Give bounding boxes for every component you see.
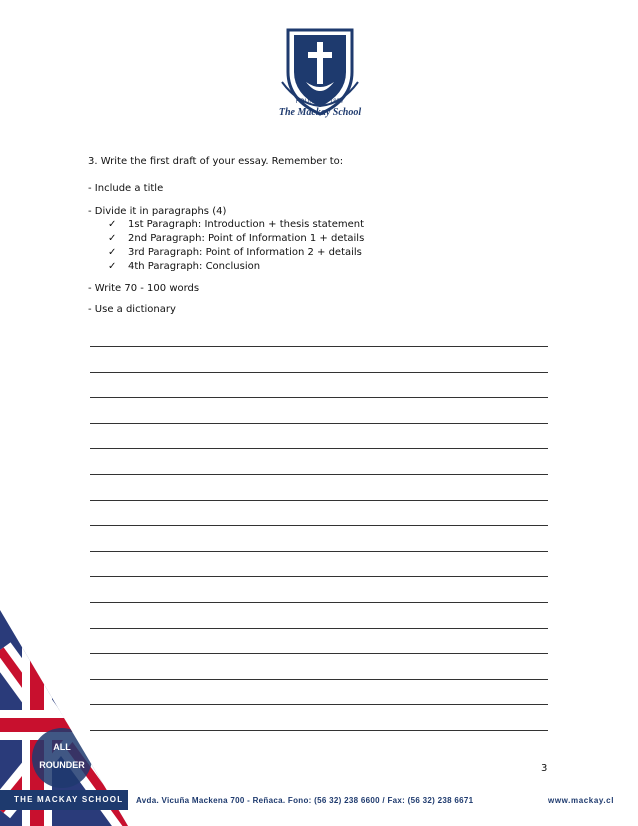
writing-line bbox=[90, 346, 548, 347]
instruction-paragraphs: - Divide it in paragraphs (4) bbox=[88, 206, 227, 217]
checkmark-icon: ✓ bbox=[108, 247, 117, 258]
page-number: 3 bbox=[541, 763, 548, 774]
writing-line bbox=[90, 423, 548, 424]
writing-line bbox=[90, 628, 548, 629]
writing-line bbox=[90, 653, 548, 654]
checklist-item bbox=[108, 261, 260, 272]
badge-all: ALL bbox=[53, 742, 71, 752]
writing-line bbox=[90, 576, 548, 577]
writing-line bbox=[90, 602, 548, 603]
checklist-item bbox=[108, 233, 364, 244]
checklist-item-label: 2nd Paragraph: Point of Information 1 + details bbox=[128, 233, 365, 244]
checkmark-icon: ✓ bbox=[108, 261, 117, 272]
writing-line bbox=[90, 704, 548, 705]
writing-line bbox=[90, 730, 548, 731]
checklist-item bbox=[108, 219, 364, 230]
checklist-item-label: 4th Paragraph: Conclusion bbox=[128, 261, 261, 272]
checkmark-icon: ✓ bbox=[108, 219, 117, 230]
writing-line bbox=[90, 500, 548, 501]
instruction-words: - Write 70 - 100 words bbox=[88, 283, 200, 294]
checkmark-icon: ✓ bbox=[108, 233, 117, 244]
checklist-item bbox=[108, 247, 362, 258]
instruction-dictionary: - Use a dictionary bbox=[88, 304, 176, 315]
footer-website: www.mackay.cl bbox=[548, 796, 615, 805]
checklist-item-label: 3rd Paragraph: Point of Information 2 + details bbox=[128, 247, 362, 258]
footer-address: Avda. Vicuña Mackena 700 - Reñaca. Fono: (56 32) 238 6600 / Fax: (56 32) 238 6671 bbox=[136, 796, 474, 805]
writing-line bbox=[90, 397, 548, 398]
writing-lines bbox=[90, 346, 548, 756]
footer-school-name: THE MACKAY SCHOOL bbox=[14, 795, 124, 804]
writing-line bbox=[90, 474, 548, 475]
checklist-item-label: 1st Paragraph: Introduction + thesis statement bbox=[128, 219, 365, 230]
writing-line bbox=[90, 372, 548, 373]
badge-rounder: ROUNDER bbox=[39, 760, 85, 770]
instruction-title: - Include a title bbox=[88, 183, 164, 194]
writing-line bbox=[90, 551, 548, 552]
writing-line bbox=[90, 679, 548, 680]
founded-year: FOUNDED 1857 bbox=[295, 99, 345, 105]
writing-line bbox=[90, 448, 548, 449]
instruction-heading: 3. Write the first draft of your essay. Remember to: bbox=[88, 156, 344, 167]
writing-line bbox=[90, 525, 548, 526]
school-name-header: The Mackay School bbox=[278, 107, 362, 118]
